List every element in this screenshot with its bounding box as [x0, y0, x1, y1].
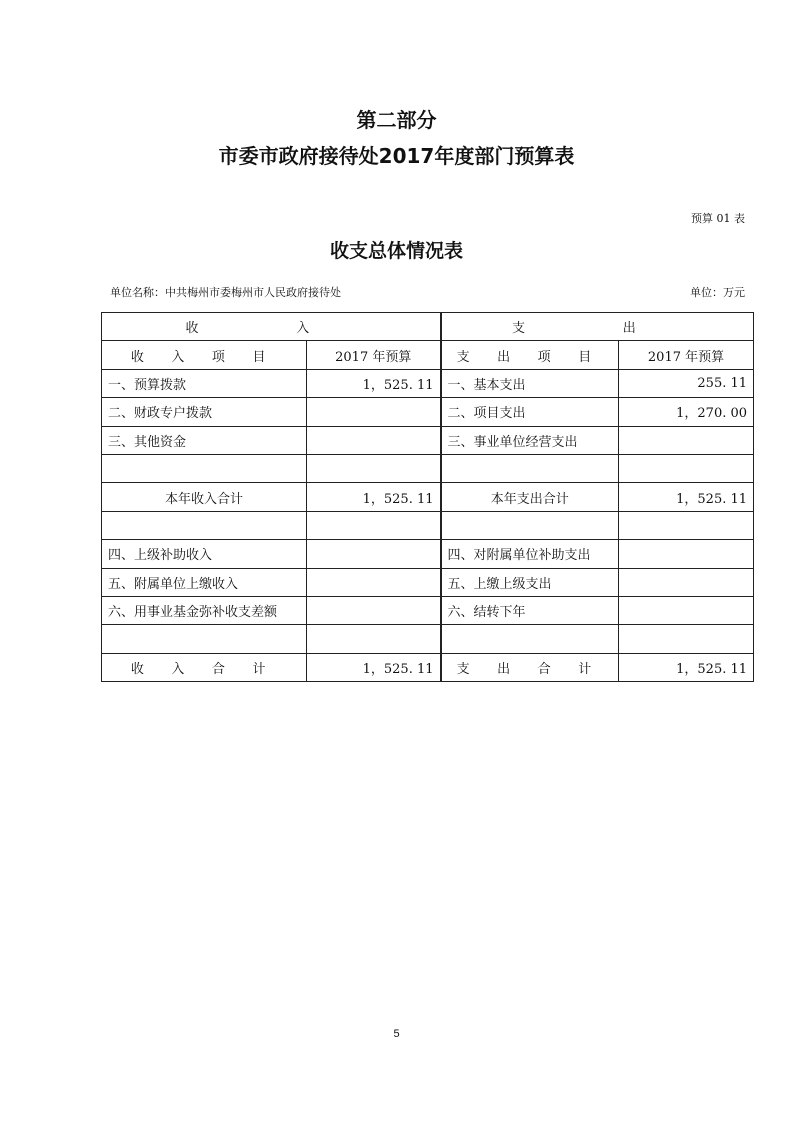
income-item: 三、其他资金 — [102, 426, 307, 454]
expense-value — [619, 596, 754, 624]
page-number: 5 — [393, 1028, 400, 1040]
currency-unit: 单位：万元 — [690, 286, 745, 299]
expense-item: 五、上缴上级支出 — [441, 568, 619, 596]
income-value — [307, 568, 441, 596]
expense-item: 六、结转下年 — [441, 596, 619, 624]
expense-item — [441, 625, 619, 653]
table-row — [102, 454, 754, 482]
expense-item: 一、基本支出 — [441, 369, 619, 397]
income-item — [102, 454, 307, 482]
table-row-total — [102, 653, 754, 681]
document-title: 市委市政府接待处2017年度部门预算表 — [218, 144, 575, 168]
income-value — [307, 625, 441, 653]
form-number: 预算 01 表 — [691, 212, 745, 225]
income-value — [307, 454, 441, 482]
income-item: 四、上级补助收入 — [102, 540, 307, 568]
expense-section-header: 支 出 — [441, 313, 754, 341]
income-item: 二、财政专户拨款 — [102, 398, 307, 426]
table-row — [102, 426, 754, 454]
income-item — [102, 511, 307, 539]
table-column-header-row — [102, 341, 754, 369]
expense-item-column-header: 支 出 项 目 — [441, 341, 619, 369]
expense-item: 四、对附属单位补助支出 — [441, 540, 619, 568]
table-row — [102, 511, 754, 539]
income-subtotal-value: 1，525. 11 — [307, 483, 441, 511]
table-row — [102, 625, 754, 653]
expense-subtotal-value: 1，525. 11 — [619, 483, 754, 511]
table-section-header-row — [102, 313, 754, 341]
income-value — [307, 540, 441, 568]
table-row — [102, 398, 754, 426]
part-title: 第二部分 — [356, 108, 437, 132]
income-value — [307, 596, 441, 624]
expense-value — [619, 511, 754, 539]
income-item — [102, 625, 307, 653]
budget-summary-table — [101, 312, 754, 682]
income-total-value: 1，525. 11 — [307, 653, 441, 681]
expense-value — [619, 625, 754, 653]
expense-value: 255. 11 — [619, 369, 754, 397]
table-row — [102, 568, 754, 596]
expense-value — [619, 568, 754, 596]
expense-value — [619, 454, 754, 482]
income-subtotal-label: 本年收入合计 — [102, 483, 307, 511]
expense-total-label: 支 出 合 计 — [441, 653, 619, 681]
income-value — [307, 426, 441, 454]
table-row — [102, 596, 754, 624]
income-item-column-header: 收 入 项 目 — [102, 341, 307, 369]
income-item: 一、预算拨款 — [102, 369, 307, 397]
expense-value: 1，270. 00 — [619, 398, 754, 426]
income-item: 六、用事业基金弥补收支差额 — [102, 596, 307, 624]
table-row-subtotal — [102, 483, 754, 511]
expense-budget-column-header: 2017 年预算 — [619, 341, 754, 369]
income-section-header: 收 入 — [102, 313, 441, 341]
income-item: 五、附属单位上缴收入 — [102, 568, 307, 596]
unit-name: 单位名称：中共梅州市委梅州市人民政府接待处 — [110, 286, 341, 299]
expense-item — [441, 511, 619, 539]
expense-item: 二、项目支出 — [441, 398, 619, 426]
table-row — [102, 540, 754, 568]
expense-item — [441, 454, 619, 482]
income-total-label: 收 入 合 计 — [102, 653, 307, 681]
income-value — [307, 511, 441, 539]
table-row — [102, 369, 754, 397]
expense-value — [619, 540, 754, 568]
expense-value — [619, 426, 754, 454]
income-value: 1，525. 11 — [307, 369, 441, 397]
expense-item: 三、事业单位经营支出 — [441, 426, 619, 454]
expense-total-value: 1，525. 11 — [619, 653, 754, 681]
income-value — [307, 398, 441, 426]
income-budget-column-header: 2017 年预算 — [307, 341, 441, 369]
table-title: 收支总体情况表 — [329, 240, 463, 262]
expense-subtotal-label: 本年支出合计 — [441, 483, 619, 511]
